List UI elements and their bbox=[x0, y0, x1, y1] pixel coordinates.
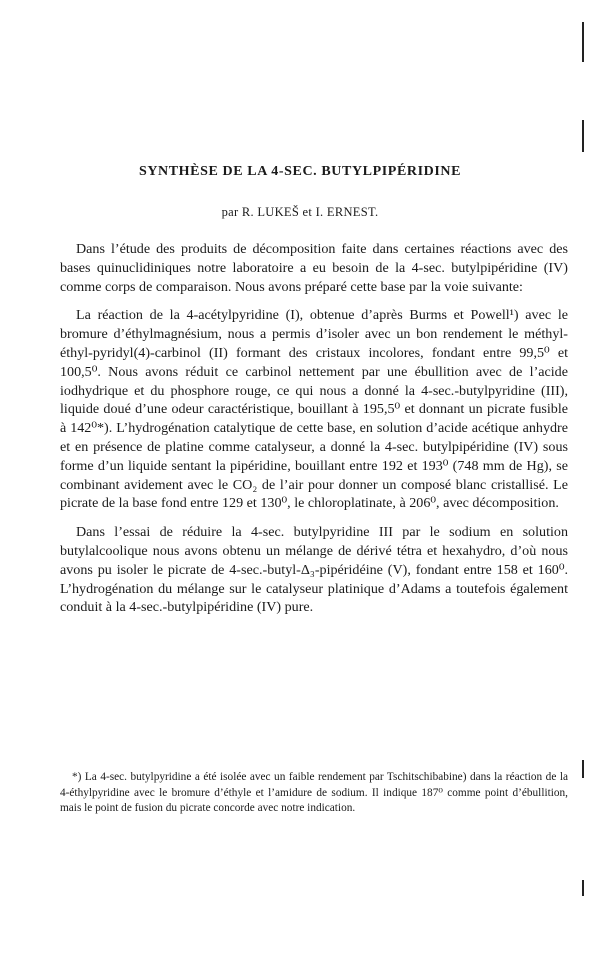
scan-edge-mark bbox=[582, 880, 584, 896]
paragraph: La réaction de la 4-acétylpyridine (I), obtenue d’après Burms et Powell¹) avec le bromure d’éthylmagnésium, nous a permis d’isoler avec un bon rendement le méthyl-éthyl-pyridyl(4)-carbinol (II) formant des cristaux incolores, fondant entre 99,5⁰ et 100,5⁰. Nous avons réduit ce carbinol nettement par une ébullition avec de l’acide iodhydrique et du phosphore rouge, ce qui nous a donné la 4-sec.-butylpyridine (III), liquide doué d’une odeur caractéristique, bouillant à 195,5⁰ et donnant un picrate fusible à 142⁰*). L’hydrogénation catalytique de cette base, en solution d’acide acétique anhydre et en présence de platine comme catalyseur, a donné la 4-sec. butylpipéridine (IV) sous forme d’un liquide sentant la pipéridine, bouillant entre 192 et 193⁰ (748 mm de Hg), se combinant avidement avec le CO₂ de l’air pour donner un composé blanc cristallisé. Le picrate de la base fond entre 129 et 130⁰, le chloroplatinate, à 206⁰, avec décomposition. bbox=[60, 307, 568, 512]
article-authors: par R. LUKEŠ et I. ERNEST. bbox=[221, 205, 379, 219]
article-body bbox=[60, 240, 568, 627]
paragraph: Dans l’étude des produits de décomposition faite dans certaines réactions avec des bases quinuclidiniques notre laboratoire a eu besoin de la 4-sec. butylpipéridine (IV) comme corps de comparaison. Nous avons préparé cette base par la voie suivante: bbox=[60, 241, 568, 295]
article-title: SYNTHÈSE DE LA 4-SEC. BUTYLPIPÉRIDINE bbox=[138, 164, 462, 179]
paragraph: Dans l’essai de réduire la 4-sec. butylpyridine III par le sodium en solution butylalcoolique nous avons obtenu un mélange de dérivé tétra et hexahydro, d’où nous avons pu isoler le picrate de 4-sec.-butyl-Δ₃-pipéridéine (V), fondant entre 158 et 160⁰. L’hydrogénation du mélange sur le catalyseur platinique d’Adams a toutefois également conduit à la 4-sec.-butylpipéridine (IV) pure. bbox=[60, 524, 568, 616]
scan-edge-mark bbox=[582, 760, 584, 778]
footnote: *) La 4-sec. butylpyridine a été isolée avec un faible rendement par Tschitschibabine) dans la réaction de la 4-éthylpyridine avec le bromure d’éthyle et l’amidure de sodium. Il indique 187⁰ comme point d’ébullition, mais le point de fusion du picrate concorde avec notre indication. bbox=[60, 771, 568, 814]
scan-edge-mark bbox=[582, 120, 584, 152]
scan-edge-mark bbox=[582, 22, 584, 62]
